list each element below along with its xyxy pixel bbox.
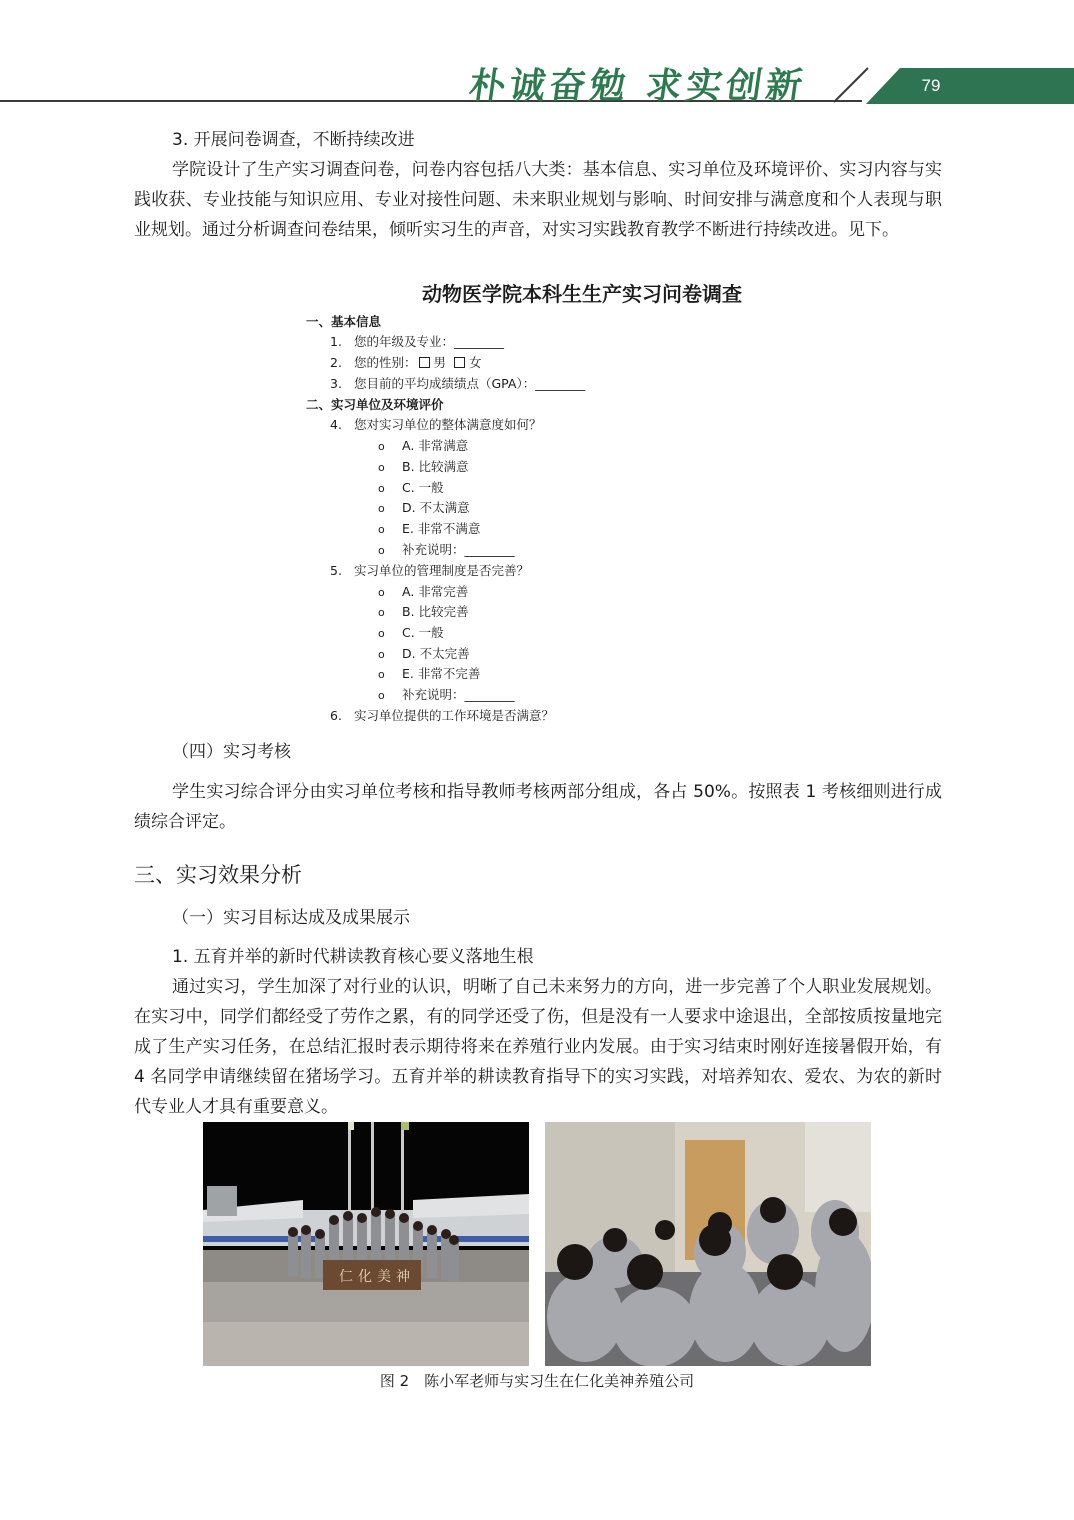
question-3: 3. 您目前的平均成绩绩点（GPA）：________ [330,376,586,391]
photo-indoor-meeting [545,1122,871,1366]
checkbox-female [454,357,465,368]
part-3-item-1: 1. 五育并举的新时代耕读教育核心要义落地生根 [172,947,534,967]
q5-option: o B. 比较完善 [378,604,469,619]
figure-caption: 图 2 陈小军老师与实习生在仁化美神养殖公司 [379,1372,695,1390]
page-number: 79 [921,76,941,95]
photo-night-group [203,1122,529,1366]
questionnaire-section-basic: 一、基本信息 [306,314,382,329]
assessment-title: （四）实习考核 [172,742,291,762]
questionnaire-title: 动物医学院本科生生产实习问卷调查 [422,284,742,306]
questionnaire-section-unit: 二、实习单位及环境评价 [306,397,444,412]
q4-option: o D. 不太满意 [378,500,470,515]
page-number-tab [866,68,1074,104]
q5-option: o D. 不太完善 [378,646,470,661]
q4-option: o A. 非常满意 [378,438,469,453]
q4-option: o 补充说明：________ [378,542,515,557]
part-3-paragraph: 通过实习，学生加深了对行业的认识，明晰了自己未来努力的方向，进一步完善了个人职业发展规划。在实习中，同学们都经受了劳作之累，有的同学还受了伤，但是没有一人要求中途退出，全部按质按量地完成了生产实习任务，在总结汇报时表示期待将来在养殖行业内发展。由于实习结束时刚好连接暑假开始，有 4 名同学申请继续留在猪场学习。五育并举的耕读教育指导下的实习实践，对培养知农、爱农、为农的新时代专业人才具有重要意义。 [134,977,942,1117]
section-3-title: 3. 开展问卷调查，不断持续改进 [172,130,415,150]
part-3-subtitle: （一）实习目标达成及成果展示 [172,908,410,928]
question-5: 5. 实习单位的管理制度是否完善？ [330,563,530,578]
question-2: 2. 您的性别： 男 女 [330,355,482,370]
q5-option: o A. 非常完善 [378,584,469,599]
question-6: 6. 实习单位提供的工作环境是否满意？ [330,708,555,723]
header-slogan: 朴诚奋勉 求实创新 [466,65,809,107]
q5-option: o E. 非常不完善 [378,666,481,681]
q5-option: o 补充说明：________ [378,687,515,702]
q4-option: o B. 比较满意 [378,459,469,474]
part-3-title: 三、实习效果分析 [134,863,302,887]
q4-option: o C. 一般 [378,480,444,495]
checkbox-male [419,357,430,368]
assessment-paragraph: 学生实习综合评分由实习单位考核和指导教师考核两部分组成，各占 50%。按照表 1 考核细则进行成绩综合评定。 [134,782,942,832]
question-1: 1. 您的年级及专业：________ [330,334,505,349]
section-3-paragraph: 学院设计了生产实习调查问卷，问卷内容包括八大类：基本信息、实习单位及环境评价、实习内容与实践收获、专业技能与知识应用、专业对接性问题、未来职业规划与影响、时间安排与满意度和个人表现与职业规划。通过分析调查问卷结果，倾听实习生的声音，对实习实践教育教学不断进行持续改进。见下。 [134,160,942,240]
question-4: 4. 您对实习单位的整体满意度如何？ [330,417,542,432]
q5-option: o C. 一般 [378,625,444,640]
header-slash-decoration [832,64,872,106]
q4-option: o E. 非常不满意 [378,521,481,536]
sign-text: 仁化美神 [339,1269,415,1285]
